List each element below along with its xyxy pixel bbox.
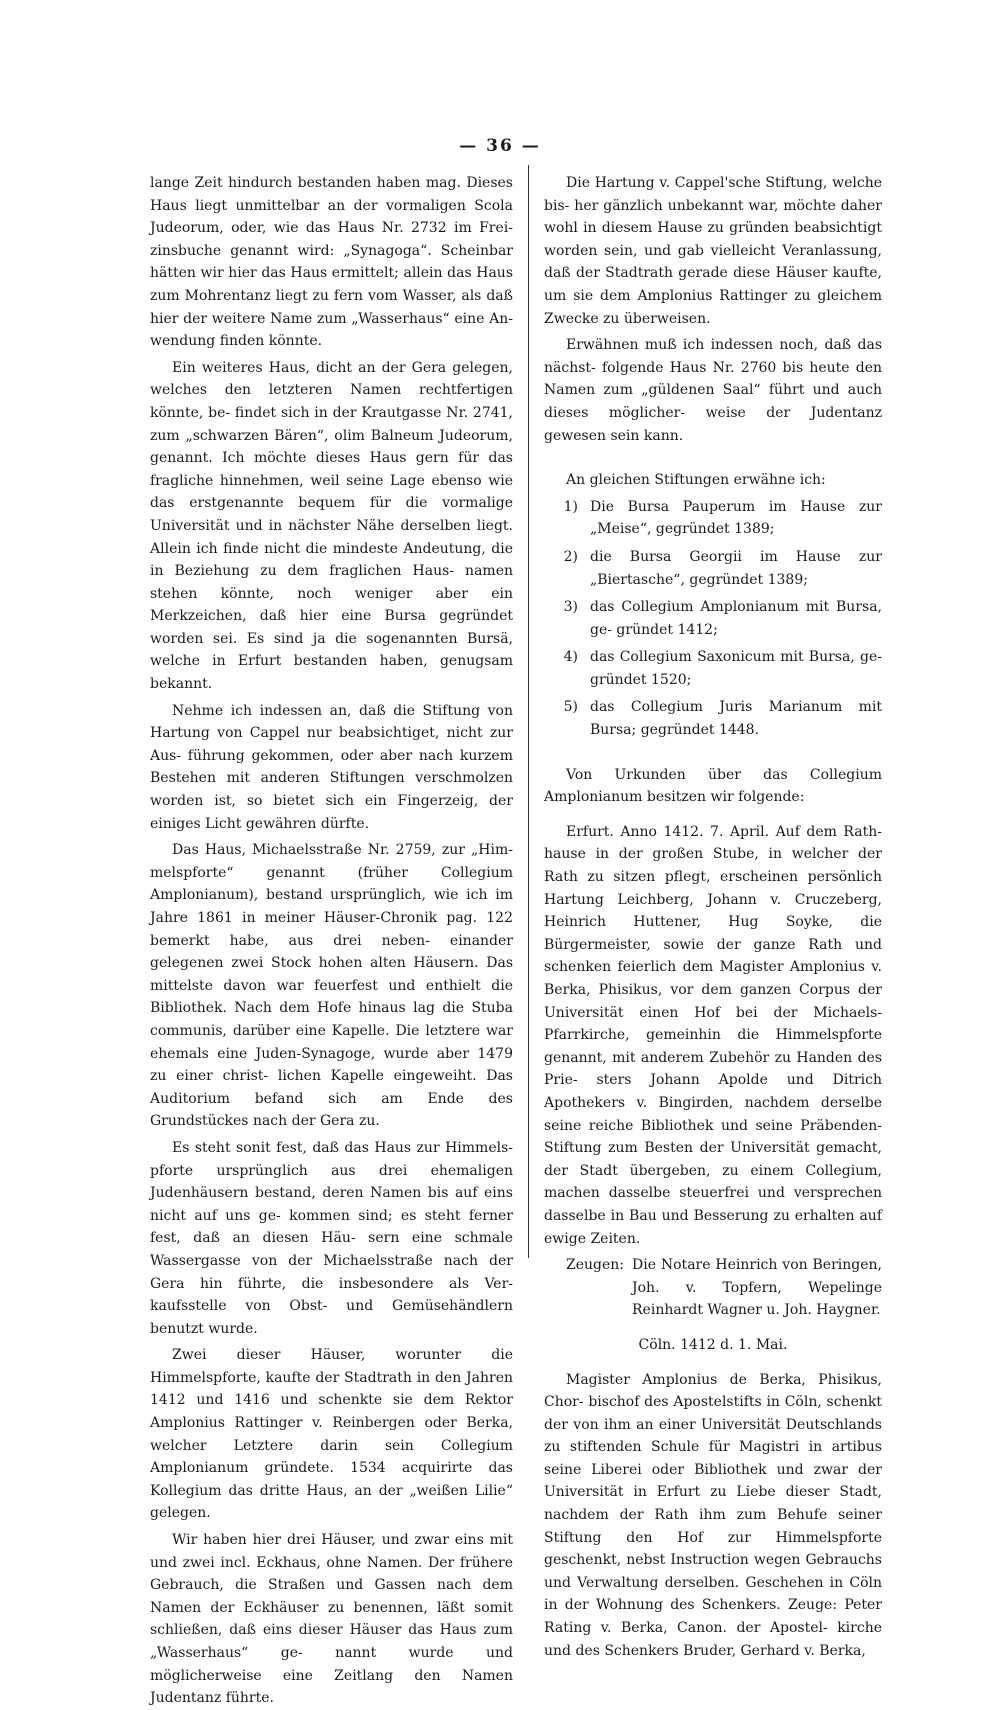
left-column <box>150 172 513 1710</box>
witness-label: Zeugen: <box>566 1257 625 1274</box>
list-item: 5) das Collegium Juris Marianum mit Bursa; gegründet 1448. <box>563 699 882 739</box>
documents-intro: Von Urkunden über das Collegium Amplonianum besitzen wir folgende: <box>544 766 882 806</box>
foundations-list <box>544 496 882 742</box>
paragraph: lange Zeit hindurch bestanden haben mag. Dieses Haus liegt unmittelbar an der vormaligen Scola Judeorum, oder, wie das Haus Nr. 2732 im Frei- zinsbuche genannt wird: „Synagoga“. Scheinbar hätten wir hier das Haus ermittelt; allein das Haus zum Mohrentanz liegt zu fern vom Wasser, als daß hier der weitere Name zum „Wasserhaus“ eine An- wendung finden könnte. <box>150 175 513 350</box>
deed-paragraph: Erfurt. Anno 1412. 7. April. Auf dem Rath- hause in der großen Stube, in welcher der Rath zu sitzen pflegt, erscheinen persönlich Hartung Leichberg, Johann v. Cruczeberg, Heinrich Huttener, Hug Soyke, die Bürgermeister, sowie der ganze Rath und schenken feierlich dem Magister Amplonius v. Berka, Phisikus, vor dem ganzen Corpus der Universität einen Hof bei der Michaels-Pfarrkirche, gemeinhin die Himmelspforte genannt, mit anderem Zubehör zu Handen des Prie- sters Johann Apolde und Ditrich Apothekers v. Bingirden, nachdem derselbe seine reiche Bibliothek und seine Präbenden-Stiftung zum Besten der Universität gemacht, der Stadt übergeben, zu einem Collegium, machen dasselbe steuerfrei und versprechen dasselbe in Bau und Besserung zu erhalten auf ewige Zeiten. <box>544 823 882 1247</box>
right-column <box>544 172 882 1662</box>
list-item: 4) das Collegium Saxonicum mit Bursa, ge- gründet 1520; <box>563 649 882 688</box>
page-number: — 36 — <box>459 136 541 156</box>
foundations-intro: An gleichen Stiftungen erwähne ich: <box>566 472 826 489</box>
paragraph: Erwähnen muß ich indessen noch, daß das nächst- folgende Haus Nr. 2760 bis heute den Namen zum „güldenen Saal“ führt und auch dieses möglicher- weise der Judentanz gewesen sein kann. <box>544 337 882 444</box>
list-item: 1) Die Bursa Pauperum im Hause zur „Meise“, gegründet 1389; <box>563 498 882 538</box>
paragraph: Es steht sonit fest, daß das Haus zur Himmels- pforte ursprünglich aus drei ehemaligen Judenhäusern bestand, deren Namen bis auf eins nicht auf uns ge- kommen sind; es steht ferner fest, daß an diesen Häu- sern eine schmale Wassergasse von der Michaelsstraße nach der Gera hin führte, die insbesondere als Ver- kaufsstelle von Obst- und Gemüsehändlern benutzt wurde. <box>150 1139 513 1337</box>
list-item: 3) das Collegium Amplonianum mit Bursa, ge- gründet 1412; <box>563 599 882 638</box>
paragraph: Zwei dieser Häuser, worunter die Himmelspforte, kaufte der Stadtrath in den Jahren 1412 und 1416 und schenkte sie dem Rektor Amplonius Rattinger v. Reinbergen oder Berka, welcher Letztere darin sein Collegium Amplonianum gründete. 1534 acquirirte das Kollegium das dritte Haus, an der „weißen Lilie“ gelegen. <box>150 1347 513 1522</box>
list-item: 2) die Bursa Georgii im Hause zur „Biertasche“, gegründet 1389; <box>563 548 882 588</box>
witness-block <box>544 1254 882 1322</box>
paragraph: Nehme ich indessen an, daß die Stiftung von Hartung von Cappel nur beabsichtiget, nicht zur Aus- führung gekommen, oder aber nach kurzem Bestehen mit anderen Stiftungen verschmolzen worden ist, so bietet sich ein Fingerzeig, der einiges Licht gewähren dürfte. <box>150 702 513 832</box>
paragraph: Ein weiteres Haus, dicht an der Gera gelegen, welches den letzteren Namen rechtfertigen könnte, be- findet sich in der Krautgasse Nr. 2741, zum „schwarzen Bären“, olim Balneum Judeorum, genannt. Ich möchte dieses Haus gern für das fragliche hinnehmen, weil seine Lage ebenso wie das erstgenannte bequem für die vormalige Universität und in nächster Nähe derselben liegt. Allein ich finde nicht die mindeste Andeutung, die in Beziehung zu dem fraglichen Haus- namen stehen könnte, noch weniger aber ein Merkzeichen, daß hier eine Bursa gegründet worden sei. Es sind ja die sogenannten Bursä, welche in Erfurt bestanden haben, genugsam bekannt. <box>150 359 513 693</box>
paragraph: Die Hartung v. Cappel'sche Stiftung, welche bis- her gänzlich unbekannt war, möchte daher wohl in diesem Hause zu gründen beabsichtigt worden sein, und gab vielleicht Veranlassung, daß der Stadtrath gerade diese Häuser kaufte, um sie dem Amplonius Rattinger zu gleichem Zwecke zu überweisen. <box>544 175 882 327</box>
paragraph: Das Haus, Michaelsstraße Nr. 2759, zur „Him- melspforte“ genannt (früher Collegium Amplonianum), bestand ursprünglich, wie ich im Jahre 1861 in meiner Häuser-Chronik pag. 122 bemerkt habe, aus drei neben- einander gelegenen zwei Stock hohen alten Häusern. Das mittelste davon war feuerfest und enthielt die Bibliothek. Nach dem Hofe hinaus lag die Stuba communis, darüber eine Kapelle. Die letztere war ehemals eine Juden-Synagoge, wurde aber 1479 zu einer christ- lichen Kapelle eingeweiht. Das Auditorium befand sich am Ende des Grundstückes nach der Gera zu. <box>150 842 513 1130</box>
deed-paragraph: Magister Amplonius de Berka, Phisikus, Chor- bischof des Apostelstifts in Cöln, schenkt der von ihm an einer Universität Deutschlands zu stiftenden Schule für Magistri in artibus seine Liberei oder Bibliothek und zwar der Universität in Erfurt zu Liebe dieser Stadt, nachdem der Rath ihm zum Behufe seiner Stiftung den Hof zur Himmelspforte geschenkt, nebst Instruction wegen Gebrauchs und Verwaltung derselben. Geschehen in Cöln in der Wohnung des Schenkers. Zeuge: Peter Rating v. Berka, Canon. der Apostel- kirche und des Schenkers Bruder, Gerhard v. Berka, <box>544 1371 882 1659</box>
paragraph: Wir haben hier drei Häuser, und zwar eins mit und zwei incl. Eckhaus, ohne Namen. Der frühere Gebrauch, die Straßen und Gassen nach dem Namen der Eckhäuser zu benennen, läßt somit schließen, daß eins dieser Häuser das Haus zum „Wasserhaus“ ge- nannt wurde und möglicherweise eine Zeitlang den Namen Judentanz führte. <box>150 1532 513 1707</box>
column-divider <box>528 165 529 1258</box>
witness-text: Die Notare Heinrich von Beringen, Joh. v. Topfern, Wepelinge Reinhardt Wagner u. Joh. Haygner. <box>632 1257 882 1319</box>
deed-heading: Cöln. 1412 d. 1. Mai. <box>638 1336 788 1353</box>
